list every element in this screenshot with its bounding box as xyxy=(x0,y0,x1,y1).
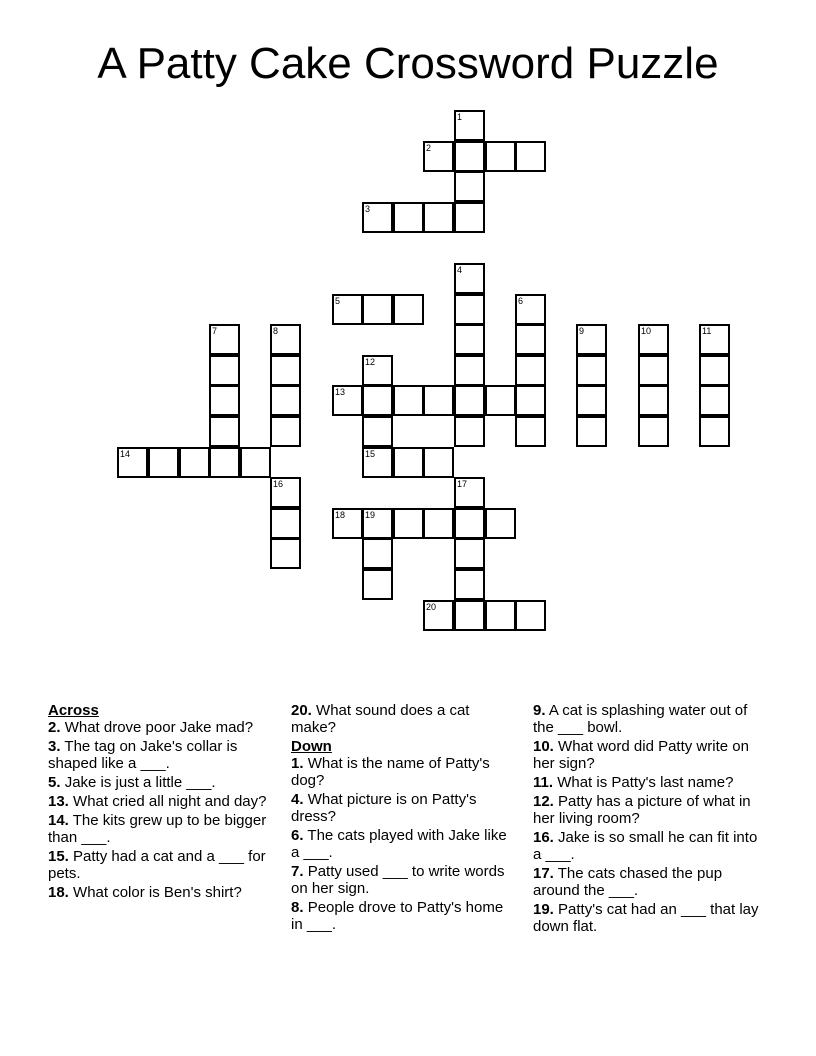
clue-number: 8. xyxy=(291,899,304,916)
grid-cell[interactable] xyxy=(576,324,607,355)
grid-cell[interactable] xyxy=(485,508,516,539)
grid-cell[interactable] xyxy=(454,171,485,202)
grid-cell[interactable] xyxy=(454,294,485,325)
grid-cell[interactable] xyxy=(393,385,424,416)
grid-cell[interactable] xyxy=(423,600,454,631)
clue-item xyxy=(291,863,513,897)
section-heading: Down xyxy=(291,738,332,755)
clue-number-label: 4 xyxy=(457,265,463,275)
clue-text: What sound does a cat make? xyxy=(291,702,470,736)
clue-item xyxy=(48,738,276,772)
clue-item xyxy=(291,755,513,789)
grid-cell[interactable] xyxy=(454,477,485,508)
grid-cell[interactable] xyxy=(393,294,424,325)
clue-number-label: 18 xyxy=(335,510,346,520)
clue-number-label: 10 xyxy=(641,326,652,336)
grid-cell[interactable] xyxy=(362,569,393,600)
grid-cell[interactable] xyxy=(638,355,669,386)
clue-text: What is Patty's last name? xyxy=(557,774,734,791)
clue-text: The cats played with Jake like a ___. xyxy=(291,827,507,861)
grid-cell[interactable] xyxy=(638,324,669,355)
grid-cell[interactable] xyxy=(454,202,485,233)
grid-cell[interactable] xyxy=(515,416,546,447)
grid-cell[interactable] xyxy=(515,600,546,631)
grid-cell[interactable] xyxy=(209,447,240,478)
clue-item xyxy=(533,829,763,863)
clue-item xyxy=(48,793,276,810)
clue-number: 10. xyxy=(533,738,554,755)
grid-cell[interactable] xyxy=(515,324,546,355)
clue-number-label: 15 xyxy=(365,449,376,459)
clue-number-label: 17 xyxy=(457,479,468,489)
clue-number-label: 2 xyxy=(426,143,432,153)
grid-cell[interactable] xyxy=(332,508,363,539)
grid-cell[interactable] xyxy=(423,385,454,416)
grid-cell[interactable] xyxy=(699,355,730,386)
clue-number-label: 7 xyxy=(212,326,218,336)
grid-cell[interactable] xyxy=(270,538,301,569)
grid-cell[interactable] xyxy=(393,508,424,539)
grid-cell[interactable] xyxy=(454,600,485,631)
clue-item xyxy=(533,793,763,827)
clue-text: What word did Patty write on her sign? xyxy=(533,738,749,772)
clue-item xyxy=(48,719,276,736)
clue-item xyxy=(533,774,763,791)
grid-cell[interactable] xyxy=(485,385,516,416)
clue-number: 4. xyxy=(291,791,304,808)
clue-number: 2. xyxy=(48,719,61,736)
grid-cell[interactable] xyxy=(423,202,454,233)
clue-item xyxy=(291,899,513,933)
grid-cell[interactable] xyxy=(270,508,301,539)
clue-item xyxy=(291,702,513,736)
clue-number: 18. xyxy=(48,884,69,901)
grid-cell[interactable] xyxy=(638,385,669,416)
grid-cell[interactable] xyxy=(362,416,393,447)
clue-text: What picture is on Patty's dress? xyxy=(291,791,477,825)
clue-number-label: 16 xyxy=(273,479,284,489)
clue-number-label: 19 xyxy=(365,510,376,520)
clue-text: The cats chased the pup around the ___. xyxy=(533,865,723,899)
clue-item xyxy=(48,848,276,882)
clue-text: The tag on Jake's collar is shaped like a ___. xyxy=(48,738,238,772)
clue-item xyxy=(533,865,763,899)
clue-column-2 xyxy=(291,702,513,935)
grid-cell[interactable] xyxy=(393,447,424,478)
clue-number-label: 3 xyxy=(365,204,371,214)
clue-text: People drove to Patty's home in ___. xyxy=(291,899,504,933)
grid-cell[interactable] xyxy=(576,355,607,386)
clue-number-label: 12 xyxy=(365,357,376,367)
grid-cell[interactable] xyxy=(209,324,240,355)
grid-cell[interactable] xyxy=(423,141,454,172)
clue-number: 12. xyxy=(533,793,554,810)
clue-number: 7. xyxy=(291,863,304,880)
clue-number: 20. xyxy=(291,702,312,719)
clue-text: Patty used ___ to write words on her sign. xyxy=(291,863,505,897)
clue-number-label: 1 xyxy=(457,112,463,122)
clue-number-label: 8 xyxy=(273,326,279,336)
clue-item xyxy=(291,827,513,861)
clue-column-1 xyxy=(48,702,276,903)
clue-item xyxy=(291,791,513,825)
grid-cell[interactable] xyxy=(362,385,393,416)
clue-text: Patty had a cat and a ___ for pets. xyxy=(48,848,266,882)
grid-cell[interactable] xyxy=(393,202,424,233)
grid-cell[interactable] xyxy=(362,202,393,233)
clue-text: Patty has a picture of what in her living room? xyxy=(533,793,751,827)
grid-cell[interactable] xyxy=(362,294,393,325)
grid-cell[interactable] xyxy=(454,569,485,600)
grid-cell[interactable] xyxy=(515,385,546,416)
grid-cell[interactable] xyxy=(117,447,148,478)
grid-cell[interactable] xyxy=(515,294,546,325)
grid-cell[interactable] xyxy=(179,447,210,478)
clue-text: Patty's cat had an ___ that lay down flat. xyxy=(533,901,759,935)
grid-cell[interactable] xyxy=(270,385,301,416)
clue-number-label: 11 xyxy=(702,326,712,336)
clue-text: Jake is so small he can fit into a ___. xyxy=(533,829,758,863)
grid-cell[interactable] xyxy=(423,508,454,539)
grid-cell[interactable] xyxy=(148,447,179,478)
grid-cell[interactable] xyxy=(699,416,730,447)
grid-cell[interactable] xyxy=(454,508,485,539)
clue-item xyxy=(48,812,276,846)
grid-cell[interactable] xyxy=(515,141,546,172)
grid-cell[interactable] xyxy=(332,385,363,416)
clue-number: 16. xyxy=(533,829,554,846)
clue-number: 3. xyxy=(48,738,61,755)
grid-cell[interactable] xyxy=(454,110,485,141)
grid-cell[interactable] xyxy=(485,600,516,631)
clue-text: What color is Ben's shirt? xyxy=(73,884,242,901)
clue-number: 15. xyxy=(48,848,69,865)
grid-cell[interactable] xyxy=(270,416,301,447)
grid-cell[interactable] xyxy=(362,508,393,539)
grid-cell[interactable] xyxy=(454,355,485,386)
clue-number-label: 6 xyxy=(518,296,524,306)
clue-number: 1. xyxy=(291,755,304,772)
clue-text: What is the name of Patty's dog? xyxy=(291,755,490,789)
grid-cell[interactable] xyxy=(270,324,301,355)
grid-cell[interactable] xyxy=(240,447,271,478)
clue-number-label: 5 xyxy=(335,296,341,306)
clue-text: What cried all night and day? xyxy=(73,793,267,810)
grid-cell[interactable] xyxy=(454,385,485,416)
clue-number: 5. xyxy=(48,774,61,791)
clue-item xyxy=(533,738,763,772)
clue-number: 14. xyxy=(48,812,69,829)
grid-cell[interactable] xyxy=(332,294,363,325)
grid-cell[interactable] xyxy=(485,141,516,172)
clue-number-label: 13 xyxy=(335,387,346,397)
clue-item xyxy=(48,884,276,901)
grid-cell[interactable] xyxy=(576,385,607,416)
grid-cell[interactable] xyxy=(454,263,485,294)
clue-number-label: 14 xyxy=(120,449,131,459)
clue-text: The kits grew up to be bigger than ___. xyxy=(48,812,267,846)
grid-cell[interactable] xyxy=(454,141,485,172)
clue-column-3 xyxy=(533,702,763,937)
grid-cell[interactable] xyxy=(515,355,546,386)
clue-number: 17. xyxy=(533,865,554,882)
clue-number: 11. xyxy=(533,774,554,791)
clue-number-label: 20 xyxy=(426,602,437,612)
grid-cell[interactable] xyxy=(423,447,454,478)
grid-cell[interactable] xyxy=(576,416,607,447)
grid-cell[interactable] xyxy=(362,355,393,386)
clue-number: 9. xyxy=(533,702,546,719)
grid-cell[interactable] xyxy=(209,385,240,416)
grid-cell[interactable] xyxy=(454,416,485,447)
clue-number: 6. xyxy=(291,827,304,844)
section-heading: Across xyxy=(48,702,99,719)
grid-cell[interactable] xyxy=(209,416,240,447)
grid-cell[interactable] xyxy=(699,324,730,355)
clue-item xyxy=(48,774,276,791)
grid-cell[interactable] xyxy=(270,355,301,386)
grid-cell[interactable] xyxy=(362,538,393,569)
puzzle-title: A Patty Cake Crossword Puzzle xyxy=(97,39,719,88)
clue-text: A cat is splashing water out of the ___ bowl. xyxy=(533,702,748,736)
grid-cell[interactable] xyxy=(362,447,393,478)
grid-cell[interactable] xyxy=(454,324,485,355)
grid-cell[interactable] xyxy=(638,416,669,447)
clue-item xyxy=(533,901,763,935)
clue-item xyxy=(533,702,763,736)
clue-number: 19. xyxy=(533,901,554,918)
grid-cell[interactable] xyxy=(454,538,485,569)
clue-text: Jake is just a little ___. xyxy=(64,774,216,791)
clue-number-label: 9 xyxy=(579,326,585,336)
grid-cell[interactable] xyxy=(270,477,301,508)
grid-cell[interactable] xyxy=(699,385,730,416)
clue-text: What drove poor Jake mad? xyxy=(64,719,254,736)
grid-cell[interactable] xyxy=(209,355,240,386)
clue-number: 13. xyxy=(48,793,69,810)
